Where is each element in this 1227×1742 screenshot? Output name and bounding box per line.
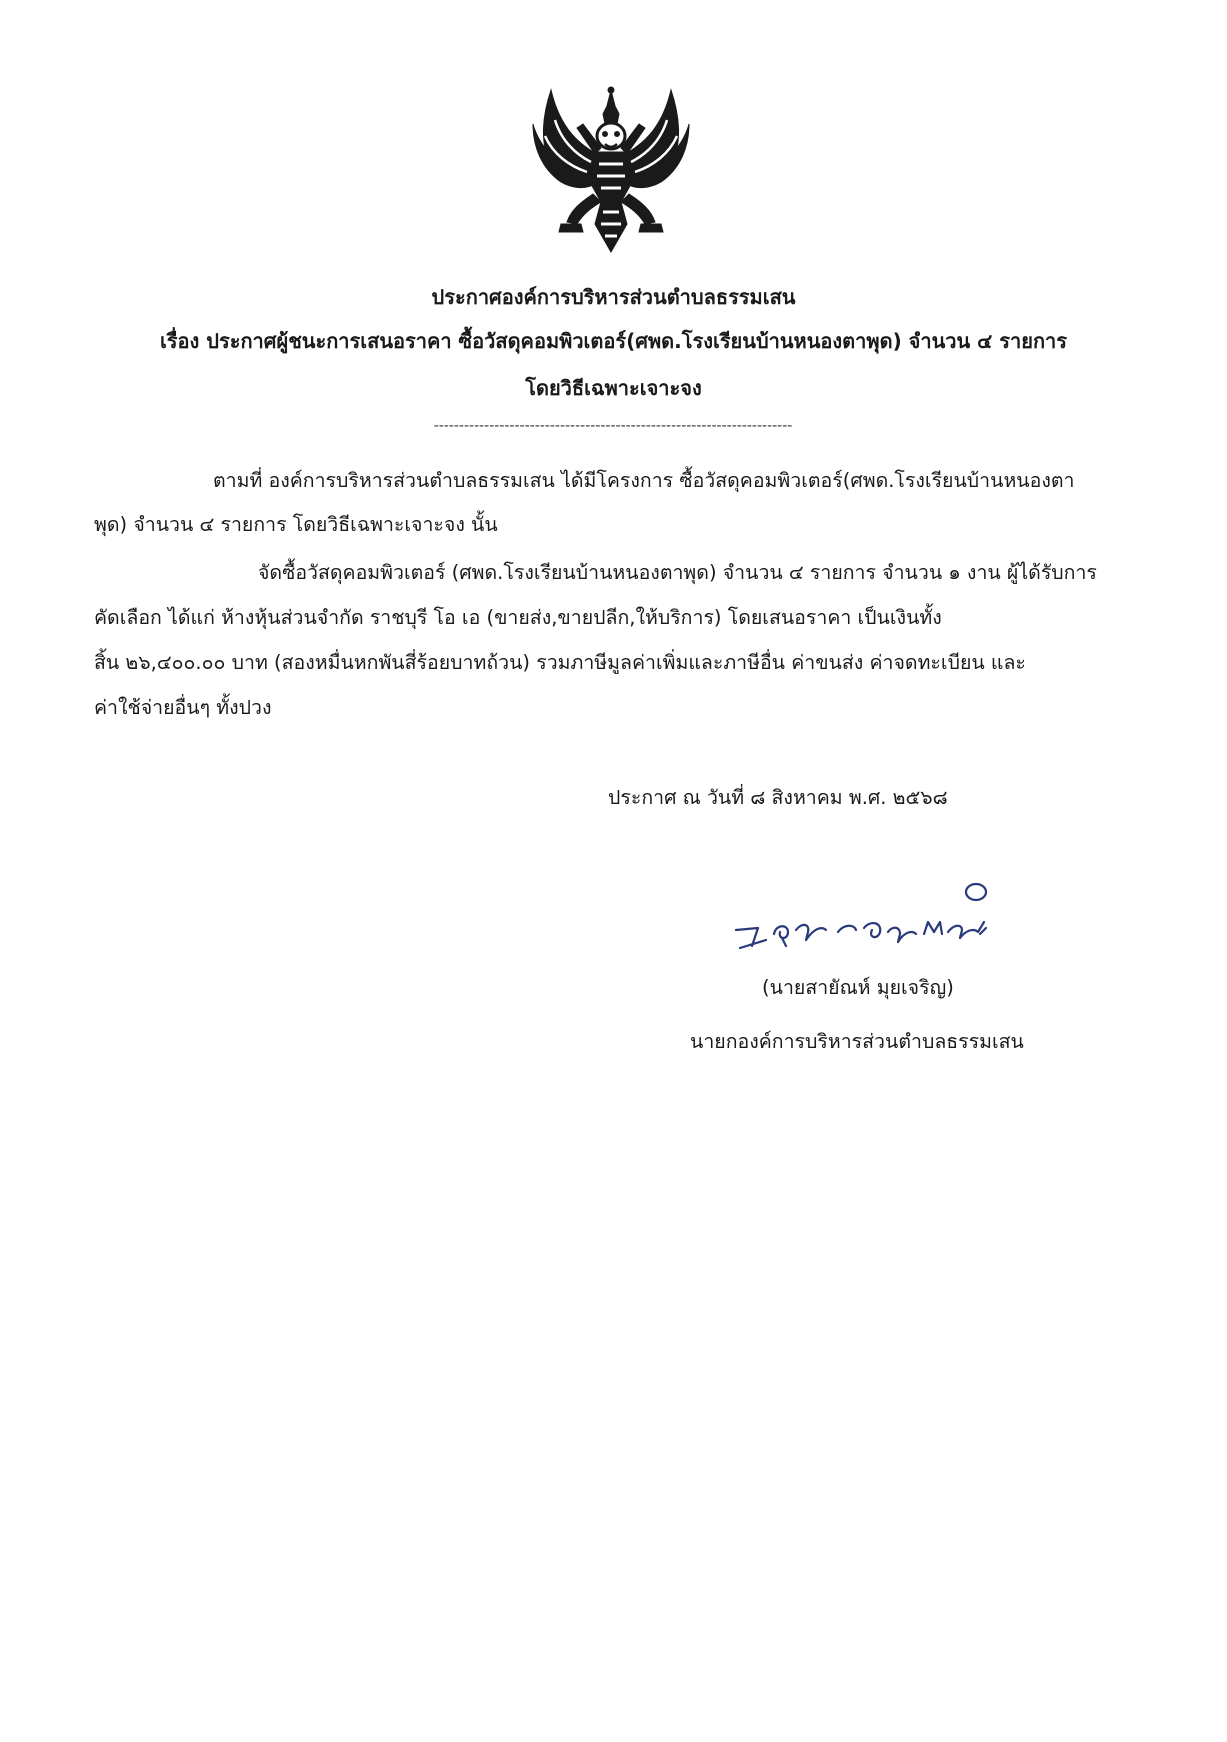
announcement-date: ประกาศ ณ วันที่ ๘ สิงหาคม พ.ศ. ๒๕๖๘ [608, 786, 948, 809]
signer-title: นายกองค์การบริหารส่วนตำบลธรรมเสน [690, 1030, 1024, 1053]
announcement-subject: เรื่อง ประกาศผู้ชนะการเสนอราคา ซื้อวัสดุคอมพิวเตอร์(ศพด.โรงเรียนบ้านหนองตาพุด) จำนวน ๔ รายการ [159, 329, 1068, 353]
header-divider: ----------------------------------------------------------------------- [433, 418, 793, 434]
paragraph-1-line-2: พุด) จำนวน ๔ รายการ โดยวิธีเฉพาะเจาะจง นั้น [94, 513, 498, 536]
announcement-method: โดยวิธีเฉพาะเจาะจง [525, 376, 702, 400]
garuda-emblem-icon [531, 84, 691, 256]
paragraph-2-line-2: คัดเลือก ได้แก่ ห้างหุ้นส่วนจำกัด ราชบุรี โอ เอ (ขายส่ง,ขายปลีก,ให้บริการ) โดยเสนอราคา เป็นเงินทั้ง [94, 606, 942, 629]
paragraph-2-line-4: ค่าใช้จ่ายอื่นๆ ทั้งปวง [94, 696, 272, 719]
paragraph-2-line-1: จัดซื้อวัสดุคอมพิวเตอร์ (ศพด.โรงเรียนบ้านหนองตาพุด) จำนวน ๔ รายการ จำนวน ๑ งาน ผู้ได้รับการ [258, 561, 1097, 584]
announcement-title: ประกาศองค์การบริหารส่วนตำบลธรรมเสน [431, 285, 796, 309]
paragraph-1-line-1: ตามที่ องค์การบริหารส่วนตำบลธรรมเสน ได้มีโครงการ ซื้อวัสดุคอมพิวเตอร์(ศพด.โรงเรียนบ้านหนองตา [213, 469, 1075, 492]
paragraph-2-line-3: สิ้น ๒๖,๔๐๐.๐๐ บาท (สองหมื่นหกพันสี่ร้อยบาทถ้วน) รวมภาษีมูลค่าเพิ่มและภาษีอื่น ค่าขนส่ง ค่าจดทะเบียน และ [94, 651, 1026, 674]
handwritten-signature-icon [722, 868, 1022, 968]
signer-name: (นายสายัณห์ มุยเจริญ) [762, 976, 954, 999]
